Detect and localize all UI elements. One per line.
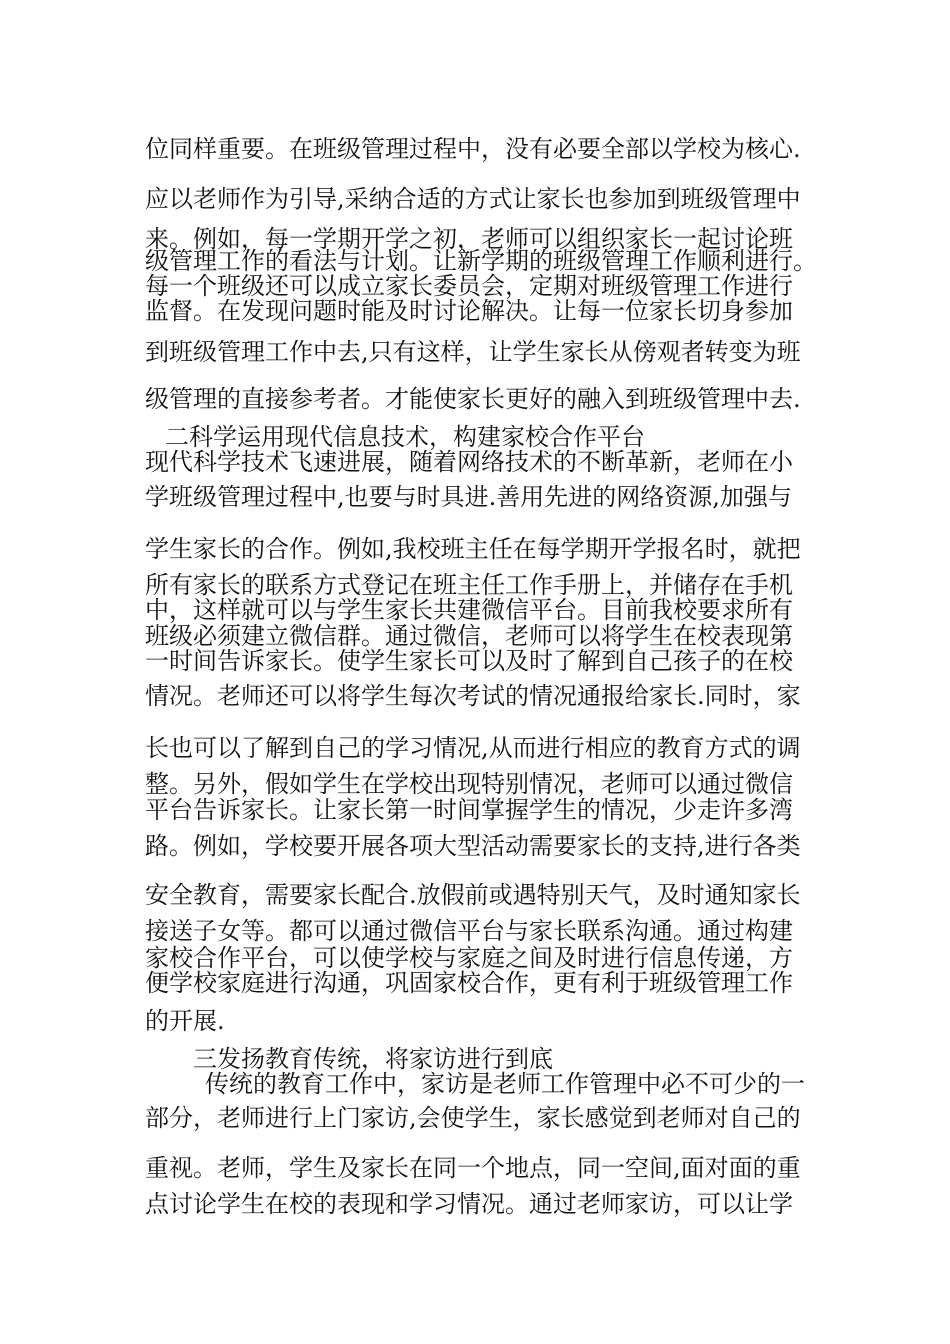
text-line: 每一个班级还可以成立家长委员会，定期对班级管理工作进行 xyxy=(145,272,793,300)
text-line: 监督。在发现问题时能及时讨论解决。让每一位家长切身参加 xyxy=(145,297,793,325)
text-line: 长也可以了解到自己的学习情况,从而进行相应的教育方式的调 xyxy=(145,734,801,762)
text-line: 中，这样就可以与学生家长共建微信平台。目前我校要求所有 xyxy=(145,596,793,624)
text-line: 现代科学技术飞速进展，随着网络技术的不断革新，老师在小 xyxy=(145,448,793,476)
section-heading: 三发扬教育传统，将家访进行到底 xyxy=(193,1045,553,1073)
text-line: 便学校家庭进行沟通，巩固家校合作，更有利于班级管理工作 xyxy=(145,969,793,997)
text-line: 整。另外，假如学生在学校出现特别情况，老师可以通过微信 xyxy=(145,770,793,798)
text-line: 情况。老师还可以将学生每次考试的情况通报给家长.同时，家 xyxy=(145,682,801,710)
text-line: 路。例如，学校要开展各项大型活动需要家长的支持,进行各类 xyxy=(145,832,801,860)
text-line: 班级必须建立微信群。通过微信，老师可以将学生在校表现第 xyxy=(145,622,793,650)
text-line: 应以老师作为引导,采纳合适的方式让家长也参加到班级管理中 xyxy=(145,185,801,213)
text-line: 的开展. xyxy=(145,1007,225,1035)
text-line: 家校合作平台，可以使学校与家庭之间及时进行信息传递，方 xyxy=(145,944,793,972)
text-line: 点讨论学生在校的表现和学习情况。通过老师家访，可以让学 xyxy=(145,1190,793,1218)
text-line: 来。例如，每一学期开学之初，老师可以组织家长一起讨论班 xyxy=(145,225,793,253)
text-line: 传统的教育工作中，家访是老师工作管理中必不可少的一 xyxy=(205,1070,805,1098)
section-heading: 二科学运用现代信息技术，构建家校合作平台 xyxy=(165,423,645,451)
text-line: 到班级管理工作中去,只有这样，让学生家长从傍观者转变为班 xyxy=(145,338,801,366)
text-line: 安全教育，需要家长配合.放假前或遇特别天气，及时通知家长 xyxy=(145,881,801,909)
text-line: 级管理的直接参考者。才能使家长更好的融入到班级管理中去. xyxy=(145,385,801,413)
text-line: 位同样重要。在班级管理过程中，没有必要全部以学校为核心. xyxy=(145,135,801,163)
text-line: 学生家长的合作。例如,我校班主任在每学期开学报名时，就把 xyxy=(145,535,801,563)
text-line: 部分，老师进行上门家访,会使学生，家长感觉到老师对自己的 xyxy=(145,1104,801,1132)
text-line: 重视。老师，学生及家长在同一个地点，同一空间,面对面的重 xyxy=(145,1154,801,1182)
text-line: 接送子女等。都可以通过微信平台与家长联系沟通。通过构建 xyxy=(145,917,793,945)
text-line: 学班级管理过程中,也要与时具进.善用先进的网络资源,加强与 xyxy=(145,483,792,511)
text-line: 所有家长的联系方式登记在班主任工作手册上，并储存在手机 xyxy=(145,571,793,599)
text-line: 平台告诉家长。让家长第一时间掌握学生的情况，少走许多湾 xyxy=(145,796,793,824)
text-line: 级管理工作的看法与计划。让新学期的班级管理工作顺利进行。 xyxy=(145,247,817,275)
text-line: 一时间告诉家长。使学生家长可以及时了解到自己孩子的在校 xyxy=(145,647,793,675)
